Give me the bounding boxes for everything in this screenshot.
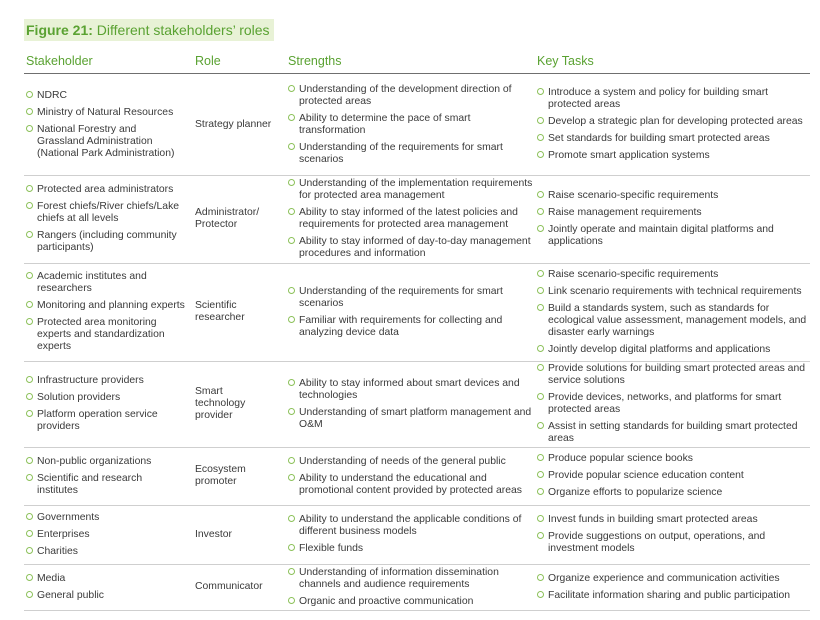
header-rule: [24, 73, 810, 74]
bullet-circle-icon: [537, 345, 544, 352]
key-task-item: [536, 303, 808, 339]
strength-text: Flexible funds: [299, 543, 364, 554]
key-task-text: Produce popular science books: [548, 453, 693, 464]
bullet-circle-icon: [288, 114, 295, 121]
bullet-circle-icon: [26, 574, 33, 581]
bullet-circle-icon: [288, 457, 295, 464]
bullet-circle-icon: [537, 591, 544, 598]
bullet-circle-icon: [288, 408, 295, 415]
bullet-circle-icon: [537, 208, 544, 215]
bullet-circle-icon: [537, 225, 544, 232]
stakeholder-cell: [25, 271, 185, 353]
bullet-circle-icon: [537, 574, 544, 581]
stakeholder-cell: [25, 90, 185, 160]
stakeholder-text: Ministry of Natural Resources: [37, 106, 174, 118]
bullet-circle-icon: [537, 270, 544, 277]
key-task-text: Facilitate information sharing and public participation: [548, 589, 791, 601]
stakeholder-text: Governments: [37, 511, 100, 523]
stakeholder-item: [25, 201, 185, 225]
bullet-circle-icon: [537, 287, 544, 294]
strength-item: [287, 456, 533, 468]
key-task-text: Jointly develop digital platforms and applications: [548, 343, 771, 355]
key-task-cell: [536, 514, 808, 555]
strength-cell: [287, 378, 533, 431]
bullet-circle-icon: [537, 454, 544, 461]
strength-text: Ability to stay informed of day-to-day management procedures and information: [299, 236, 531, 259]
bullet-circle-icon: [288, 379, 295, 386]
strength-item: [287, 142, 533, 166]
key-task-text: Raise management requirements: [548, 207, 702, 218]
strength-text: Organic and proactive communication: [299, 595, 474, 607]
bullet-circle-icon: [288, 597, 295, 604]
key-task-item: [536, 487, 808, 499]
bullet-circle-icon: [537, 364, 544, 371]
strength-cell: [287, 178, 533, 260]
strength-item: [287, 207, 533, 231]
stakeholder-item: [25, 271, 185, 295]
stakeholder-text: Protected area monitoring experts and standardization experts: [37, 317, 165, 352]
key-task-cell: [536, 190, 808, 248]
stakeholder-cell: [25, 456, 185, 497]
key-task-text: Raise scenario-specific requirements: [548, 190, 719, 201]
bullet-circle-icon: [26, 202, 33, 209]
key-task-item: [536, 190, 808, 202]
stakeholder-text: General public: [37, 589, 105, 601]
stakeholder-text: National Forestry and Grassland Administration (National Park Administration): [37, 123, 175, 159]
strength-text: Understanding of the development direction of protected areas: [299, 83, 512, 107]
stakeholder-text: Solution providers: [37, 392, 121, 403]
bullet-circle-icon: [26, 376, 33, 383]
role-label: Ecosystem promoter: [195, 464, 246, 487]
bullet-circle-icon: [537, 134, 544, 141]
strength-text: Understanding of the implementation requirements for protected area management: [299, 178, 533, 201]
stakeholder-item: [25, 392, 185, 404]
stakeholder-item: [25, 300, 185, 312]
role-label: Smart technology provider: [195, 386, 246, 421]
stakeholder-item: [25, 512, 185, 524]
stakeholder-text: Rangers (including community participants): [37, 230, 177, 253]
bullet-circle-icon: [26, 410, 33, 417]
stakeholder-text: NDRC: [37, 89, 68, 101]
row-divider: [24, 175, 810, 176]
bullet-circle-icon: [26, 547, 33, 554]
stakeholder-item: [25, 90, 185, 102]
role-label: Strategy planner: [195, 118, 272, 130]
stakeholder-text: Media: [37, 572, 66, 584]
bullet-circle-icon: [537, 471, 544, 478]
key-task-item: [536, 133, 808, 145]
key-task-text: Organize experience and communication activities: [548, 572, 780, 584]
key-task-text: Invest funds in building smart protected areas: [548, 514, 758, 525]
key-task-item: [536, 116, 808, 128]
key-task-item: [536, 514, 808, 526]
role-label: Communicator: [195, 581, 263, 592]
key-task-item: [536, 87, 808, 111]
key-task-item: [536, 150, 808, 162]
key-task-item: [536, 531, 808, 555]
strength-item: [287, 178, 533, 202]
strength-text: Ability to stay informed about smart devices and technologies: [299, 377, 520, 401]
strength-text: Understanding of smart platform management and O&M: [299, 406, 532, 430]
key-task-item: [536, 207, 808, 219]
header-stakeholder: Stakeholder: [26, 54, 93, 68]
role-label: Investor: [195, 528, 232, 540]
stakeholder-item: [25, 375, 185, 387]
key-task-item: [536, 363, 808, 387]
strength-text: Ability to stay informed of the latest policies and requirements for protected area management: [299, 207, 518, 230]
strength-item: [287, 407, 533, 431]
stakeholder-cell: [25, 375, 185, 433]
stakeholder-text: Enterprises: [37, 528, 90, 540]
bullet-circle-icon: [288, 237, 295, 244]
strength-text: Understanding of information dissemination channels and audience requirements: [299, 566, 499, 590]
figure-caption: Different stakeholders’ roles: [96, 22, 270, 38]
strength-cell: [287, 286, 533, 339]
bullet-circle-icon: [288, 568, 295, 575]
key-task-item: [536, 392, 808, 416]
key-task-text: Develop a strategic plan for developing protected areas: [548, 116, 803, 127]
bullet-circle-icon: [26, 530, 33, 537]
strength-text: Familiar with requirements for collecting and analyzing device data: [299, 314, 503, 338]
bullet-circle-icon: [537, 191, 544, 198]
bullet-circle-icon: [537, 304, 544, 311]
stakeholder-item: [25, 573, 185, 585]
key-task-item: [536, 286, 808, 298]
key-task-item: [536, 344, 808, 356]
bullet-circle-icon: [288, 515, 295, 522]
bullet-circle-icon: [26, 185, 33, 192]
stakeholder-item: [25, 107, 185, 119]
key-task-text: Set standards for building smart protected areas: [548, 133, 770, 144]
strength-item: [287, 113, 533, 137]
key-task-text: Organize efforts to popularize science: [548, 487, 723, 498]
bullet-circle-icon: [537, 393, 544, 400]
stakeholder-item: [25, 230, 185, 254]
stakeholder-cell: [25, 573, 185, 602]
row-divider: [24, 447, 810, 448]
key-task-cell: [536, 87, 808, 162]
bullet-circle-icon: [26, 457, 33, 464]
key-task-item: [536, 269, 808, 281]
key-task-text: Provide devices, networks, and platforms for smart protected areas: [548, 392, 782, 415]
stakeholder-cell: [25, 184, 185, 254]
key-task-item: [536, 421, 808, 445]
key-task-text: Raise scenario-specific requirements: [548, 268, 719, 280]
strength-item: [287, 378, 533, 402]
header-role: Role: [195, 54, 221, 68]
strength-text: Ability to understand the educational and promotional content provided by protected areas: [299, 472, 522, 496]
bullet-circle-icon: [288, 544, 295, 551]
bullet-circle-icon: [537, 151, 544, 158]
strength-cell: [287, 514, 533, 555]
bullet-circle-icon: [26, 591, 33, 598]
stakeholder-item: [25, 409, 185, 433]
strength-item: [287, 473, 533, 497]
row-divider: [24, 263, 810, 264]
role-label: Scientific researcher: [195, 300, 245, 323]
stakeholder-item: [25, 456, 185, 468]
role-label: Administrator/ Protector: [195, 207, 260, 230]
bullet-circle-icon: [537, 532, 544, 539]
key-task-cell: [536, 453, 808, 499]
key-task-text: Assist in setting standards for building smart protected areas: [548, 421, 798, 444]
strength-text: Understanding of needs of the general public: [299, 455, 506, 467]
strength-item: [287, 543, 533, 555]
bullet-circle-icon: [288, 287, 295, 294]
bullet-circle-icon: [288, 143, 295, 150]
stakeholder-text: Scientific and research institutes: [37, 472, 143, 496]
stakeholder-item: [25, 473, 185, 497]
key-task-text: Provide solutions for building smart protected areas and service solutions: [548, 363, 806, 386]
bullet-circle-icon: [288, 474, 295, 481]
stakeholder-item: [25, 124, 185, 160]
strength-item: [287, 514, 533, 538]
key-task-item: [536, 573, 808, 585]
stakeholder-text: Charities: [37, 545, 78, 557]
stakeholder-item: [25, 529, 185, 541]
key-task-cell: [536, 269, 808, 356]
row-divider: [24, 564, 810, 565]
bullet-circle-icon: [26, 474, 33, 481]
key-task-text: Link scenario requirements with technical requirements: [548, 285, 802, 297]
strength-cell: [287, 84, 533, 166]
stakeholder-text: Monitoring and planning experts: [37, 300, 185, 311]
key-task-item: [536, 470, 808, 482]
bullet-circle-icon: [26, 318, 33, 325]
stakeholder-text: Platform operation service providers: [37, 409, 158, 432]
key-task-text: Jointly operate and maintain digital platforms and applications: [548, 224, 774, 247]
bullet-circle-icon: [537, 88, 544, 95]
bullet-circle-icon: [26, 91, 33, 98]
stakeholder-item: [25, 184, 185, 196]
bullet-circle-icon: [288, 208, 295, 215]
strength-cell: [287, 456, 533, 497]
bullet-circle-icon: [26, 301, 33, 308]
figure-number: Figure 21:: [26, 22, 93, 38]
bullet-circle-icon: [288, 85, 295, 92]
stakeholder-text: Protected area administrators: [37, 184, 174, 195]
key-task-item: [536, 224, 808, 248]
header-strengths: Strengths: [288, 54, 342, 68]
stakeholder-item: [25, 546, 185, 558]
strength-item: [287, 567, 533, 591]
strength-text: Ability to determine the pace of smart transformation: [299, 112, 471, 136]
stakeholder-item: [25, 590, 185, 602]
bullet-circle-icon: [537, 488, 544, 495]
strength-item: [287, 84, 533, 108]
bullet-circle-icon: [26, 272, 33, 279]
strength-text: Ability to understand the applicable conditions of different business models: [299, 514, 522, 537]
bullet-circle-icon: [537, 117, 544, 124]
stakeholder-text: Academic institutes and researchers: [37, 271, 147, 294]
bullet-circle-icon: [26, 513, 33, 520]
key-task-text: Provide suggestions on output, operations, and investment models: [548, 531, 766, 554]
stakeholder-text: Forest chiefs/River chiefs/Lake chiefs at all levels: [37, 201, 180, 224]
row-divider: [24, 505, 810, 506]
bullet-circle-icon: [288, 179, 295, 186]
stakeholder-text: Non-public organizations: [37, 455, 152, 467]
bullet-circle-icon: [26, 393, 33, 400]
bullet-circle-icon: [537, 515, 544, 522]
strength-item: [287, 236, 533, 260]
stakeholder-text: Infrastructure providers: [37, 375, 144, 386]
header-key-tasks: Key Tasks: [537, 54, 594, 68]
key-task-text: Introduce a system and policy for building smart protected areas: [548, 87, 769, 110]
bullet-circle-icon: [288, 316, 295, 323]
bullet-circle-icon: [537, 422, 544, 429]
strength-item: [287, 315, 533, 339]
key-task-cell: [536, 573, 808, 602]
row-divider: [24, 361, 810, 362]
bullet-circle-icon: [26, 231, 33, 238]
strength-text: Understanding of the requirements for smart scenarios: [299, 141, 503, 165]
key-task-cell: [536, 363, 808, 445]
figure-title: [24, 19, 274, 41]
strength-item: [287, 596, 533, 608]
key-task-text: Provide popular science education content: [548, 470, 744, 481]
row-divider: [24, 610, 810, 611]
stakeholder-cell: [25, 512, 185, 558]
bullet-circle-icon: [26, 108, 33, 115]
key-task-text: Build a standards system, such as standards for ecological value assessment, management models, and disaster early warnings: [548, 302, 807, 338]
strength-text: Understanding of the requirements for smart scenarios: [299, 285, 503, 309]
strength-cell: [287, 567, 533, 608]
stakeholder-item: [25, 317, 185, 353]
key-task-item: [536, 453, 808, 465]
bullet-circle-icon: [26, 125, 33, 132]
strength-item: [287, 286, 533, 310]
key-task-text: Promote smart application systems: [548, 150, 710, 161]
key-task-item: [536, 590, 808, 602]
